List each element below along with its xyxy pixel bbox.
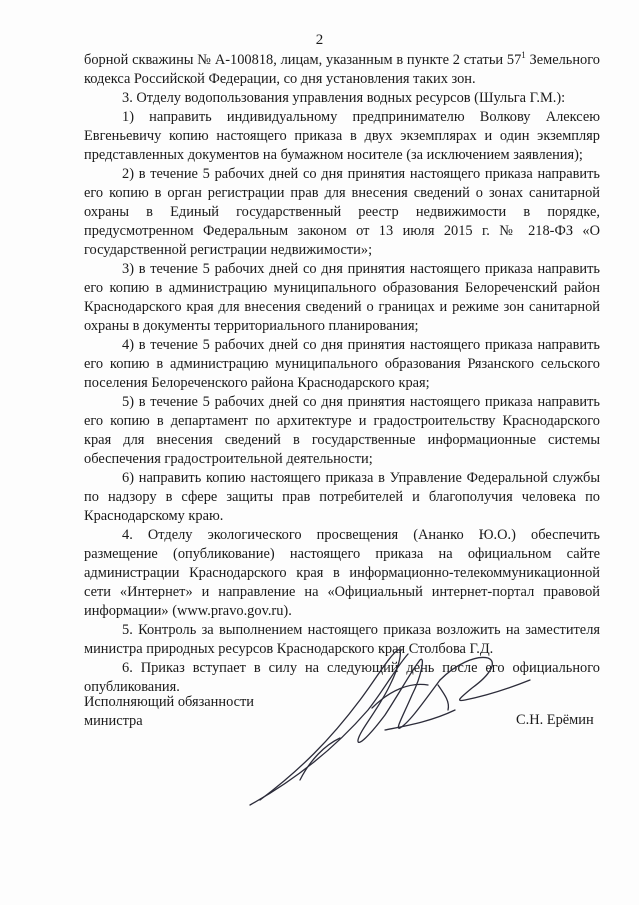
paragraph-continuation — [84, 51, 600, 89]
paragraph-subitem-1: 1) направить индивидуальному предпринимателю Волкову Алексею Евгеньевичу копию настоящего приказа в двух экземплярах и один экземпляр представленных документов на бумажном носителе (за исключением заявления); — [84, 109, 600, 163]
handwritten-signature — [240, 630, 540, 810]
paragraph-text: Земельного кодекса Российской Федерации, со дня установления таких зон. — [84, 52, 600, 87]
paragraph-text: борной скважины № А-100818, лицам, указанным в пункте 2 статьи 57 — [84, 52, 522, 68]
paragraph-item-4: 4. Отделу экологического просвещения (Ананко Ю.О.) обеспечить размещение (опубликование) настоящего приказа на официальном сайте администрации Краснодарского края в информационно-телекоммуникационной сети «Интернет» и направление на «Официальный интернет-портал правовой информации» (www.pravo.gov.ru). — [84, 527, 600, 619]
superscript: 1 — [521, 50, 526, 61]
paragraph-subitem-5: 5) в течение 5 рабочих дней со дня принятия настоящего приказа направить его копию в департамент по архитектуре и градостроительству Краснодарского края для внесения сведений в государственные информационные системы обеспечения градостроительной деятельности; — [84, 394, 600, 467]
paragraph-subitem-3: 3) в течение 5 рабочих дней со дня принятия настоящего приказа направить его копию в администрацию муниципального образования Белореченский район Краснодарского края для внесения сведений о границах и режиме зон санитарной охраны в документы территориального планирования; — [84, 261, 600, 334]
paragraph-item-3: 3. Отделу водопользования управления водных ресурсов (Шульга Г.М.): — [122, 90, 566, 106]
signatory-position-line2: министра — [84, 713, 143, 729]
page-number: 2 — [315, 32, 324, 48]
signatory-position — [84, 693, 254, 731]
paragraph-item-5: 5. Контроль за выполнением настоящего приказа возложить на заместителя министра природных ресурсов Краснодарского края Столбова Г.Д. — [84, 622, 600, 657]
paragraph-subitem-2: 2) в течение 5 рабочих дней со дня принятия настоящего приказа направить его копию в орган регистрации прав для внесения сведений о зонах санитарной охраны в Единый государственный реестр недвижимости в порядке, предусмотренном Федеральным законом от 13 июля 2015 г. № 218-ФЗ «О государственной регистрации недвижимости»; — [84, 166, 600, 258]
paragraph-subitem-6: 6) направить копию настоящего приказа в Управление Федеральной службы по надзору в сфере защиты прав потребителей и благополучия человека по Краснодарскому краю. — [84, 470, 600, 524]
signatory-name: С.Н. Ерёмин — [516, 712, 594, 728]
signatory-position-line1: Исполняющий обязанности — [84, 694, 255, 710]
document-body — [84, 51, 600, 697]
paragraph-item-6: 6. Приказ вступает в силу на следующий день после его официального опубликования. — [84, 660, 600, 695]
paragraph-subitem-4: 4) в течение 5 рабочих дней со дня принятия настоящего приказа направить его копию в администрацию муниципального образования Рязанского сельского поселения Белореченского района Краснодарского края; — [84, 337, 600, 391]
